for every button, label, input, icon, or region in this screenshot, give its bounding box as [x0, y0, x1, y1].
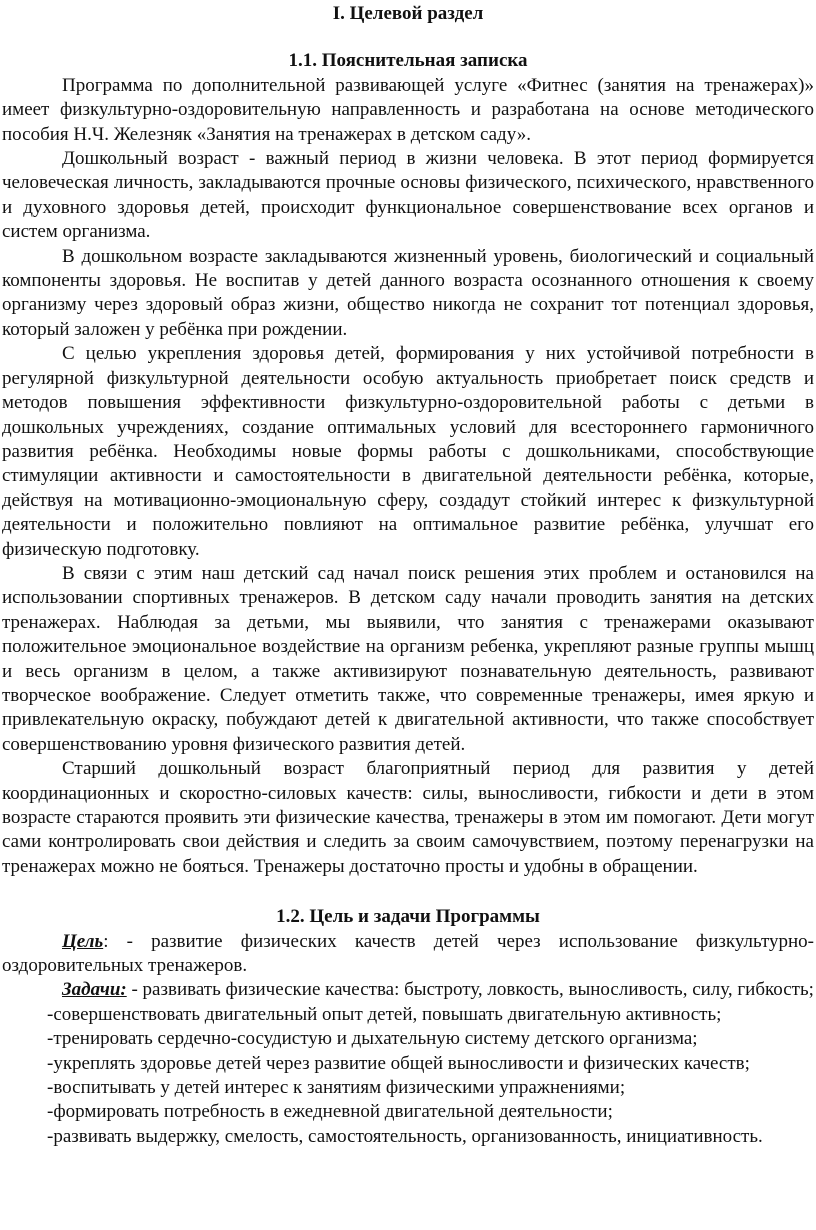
task-item: -тренировать сердечно-сосудистую и дыхательную систему детского организма;: [47, 1028, 698, 1050]
section-spacer: [2, 879, 814, 905]
paragraph: Дошкольный возраст - важный период в жизни человека. В этот период формируется человеческая личность, закладываются прочные основы физического, психического, нравственного и духовного здоровья детей, происходит функциональное совершенствование всех органов и систем организма.: [2, 148, 814, 243]
paragraph: Программа по дополнительной развивающей услуге «Фитнес (занятия на тренажерах)» имеет физкультурно-оздоровительную направленность и разработана на основе методического пособия Н.Ч. Железняк «Занятия на тренажерах в детском саду».: [2, 74, 814, 145]
task-item: -формировать потребность в ежедневной двигательной деятельности;: [47, 1101, 613, 1123]
subsection-2-title: 1.2. Цель и задачи Программы: [276, 906, 540, 928]
task-item: -воспитывать у детей интерес к занятиям физическими упражнениями;: [47, 1077, 626, 1099]
tasks-label: Задачи:: [62, 979, 127, 1001]
task-item: -развивать выдержку, смелость, самостоятельность, организованность, инициативность.: [47, 1125, 763, 1147]
paragraph: В дошкольном возрасте закладываются жизненный уровень, биологический и социальный компоненты здоровья. Не воспитав у детей данного возраста осознанного отношения к своему организму через здоровый образ жизни, общество никогда не сохранит тот потенциал здоровья, который заложен у ребёнка при рождении.: [2, 245, 814, 340]
goal-label: Цель: [62, 930, 104, 952]
goal-text: : - развитие физических качеств детей через использование физкультурно-оздоровительных тренажеров.: [2, 930, 814, 977]
task-item: -совершенствовать двигательный опыт детей, повышать двигательную активность;: [47, 1003, 722, 1025]
tasks-paragraph: [2, 978, 814, 1002]
paragraph: В связи с этим наш детский сад начал поиск решения этих проблем и остановился на использовании спортивных тренажеров. В детском саду начали проводить занятия на детских тренажерах. Наблюдая за детьми, мы выявили, что занятия с тренажерами оказывают положительное эмоциональное воздействие на организм ребенка, укрепляют разные группы мышц и весь организм в целом, а также активизируют познавательную деятельность, развивают творческое воображение. Следует отметить также, что современные тренажеры, имея яркую и привлекательную окраску, побуждают детей к двигательной активности, что также способствует совершенствованию уровня физического развития детей.: [2, 562, 814, 755]
section-title: I. Целевой раздел: [332, 3, 484, 24]
tasks-intro: - развивать физические качества: быстроту, ловкость, выносливость, силу, гибкость;: [126, 979, 814, 1001]
goal-paragraph: [2, 930, 814, 979]
subsection-1-title: 1.1. Пояснительная записка: [288, 50, 528, 72]
task-item: -укреплять здоровье детей через развитие общей выносливости и физических качеств;: [47, 1052, 750, 1074]
paragraph: Старший дошкольный возраст благоприятный период для развития у детей координационных и скоростно-силовых качеств: силы, выносливости, гибкости и дети в этом возрасте стараются проявить эти физические качества, тренажеры в этом им помогают. Дети могут сами контролировать свои действия и следить за своим самочувствием, поэтому перенагрузки на тренажерах можно не бояться. Тренажеры достаточно просты и удобны в обращении.: [2, 758, 814, 877]
paragraph: С целью укрепления здоровья детей, формирования у них устойчивой потребности в регулярной физкультурной деятельности особую актуальность приобретает поиск средств и методов повышения эффективности физкультурно-оздоровительной работы с детьми в дошкольных учреждениях, создание оптимальных условий для всестороннего гармоничного развития ребёнка. Необходимы новые формы работы с дошкольниками, способствующие стимуляции активности и самостоятельности в двигательной деятельности ребёнка, которые, действуя на мотивационно-эмоциональную сферу, создадут стойкий интерес к физкультурной деятельности и положительно повлияют на оптимальное развитие ребёнка, улучшат его физическую подготовку.: [2, 343, 814, 560]
